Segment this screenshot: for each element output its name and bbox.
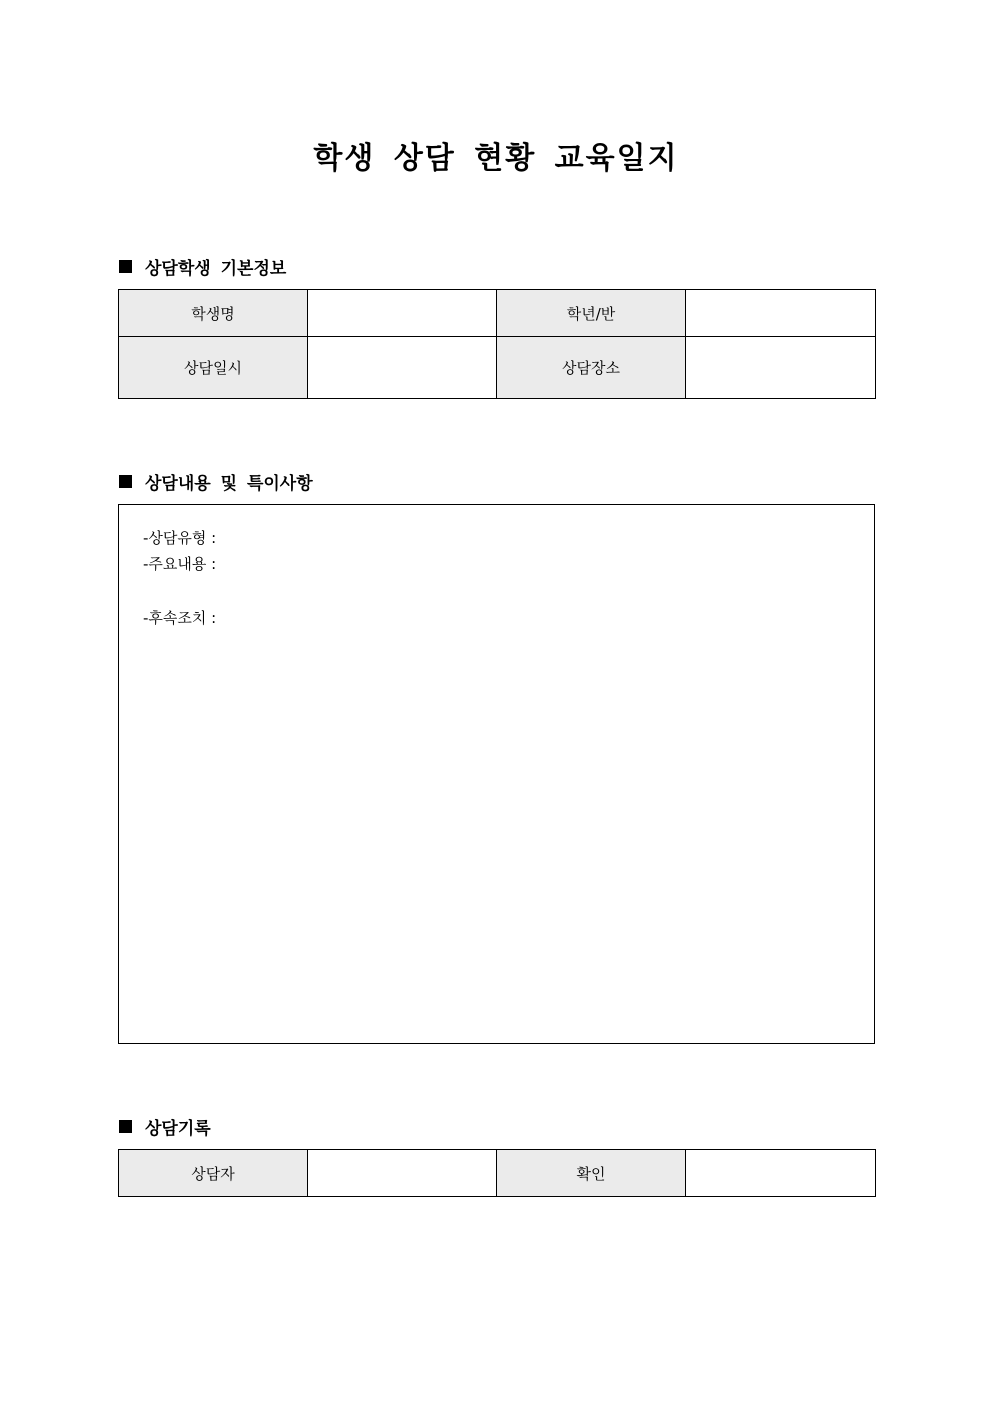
counselor-field[interactable]	[308, 1150, 497, 1197]
follow-up-line: -후속조치 :	[143, 609, 217, 627]
confirm-label: 확인	[497, 1150, 686, 1197]
counselor-label: 상담자	[119, 1150, 308, 1197]
main-content-line: -주요내용 :	[143, 555, 217, 573]
student-name-label: 학생명	[119, 290, 308, 337]
table-row	[119, 1150, 876, 1197]
square-bullet-icon	[119, 260, 132, 273]
counsel-place-label: 상담장소	[497, 337, 686, 399]
section-heading-content	[119, 469, 313, 494]
table-row	[119, 290, 876, 337]
counsel-datetime-label: 상담일시	[119, 337, 308, 399]
section-heading-text: 상담내용 및 특이사항	[145, 474, 313, 494]
section-heading-basic-info	[119, 254, 286, 279]
table-row	[119, 337, 876, 399]
section-heading-text: 상담학생 기본정보	[145, 259, 287, 279]
counsel-place-field[interactable]	[686, 337, 876, 399]
page-title: 학생 상담 현황 교육일지	[313, 141, 679, 176]
grade-class-field[interactable]	[686, 290, 876, 337]
grade-class-label: 학년/반	[497, 290, 686, 337]
square-bullet-icon	[119, 475, 132, 488]
record-table	[118, 1149, 876, 1197]
counsel-type-line: -상담유형 :	[143, 529, 217, 547]
confirm-field[interactable]	[686, 1150, 876, 1197]
section-heading-text: 상담기록	[145, 1119, 211, 1139]
basic-info-table	[118, 289, 876, 399]
section-heading-record	[119, 1114, 211, 1139]
square-bullet-icon	[119, 1120, 132, 1133]
counsel-content-box[interactable]	[118, 504, 875, 1044]
counsel-datetime-field[interactable]	[308, 337, 497, 399]
student-name-field[interactable]	[308, 290, 497, 337]
